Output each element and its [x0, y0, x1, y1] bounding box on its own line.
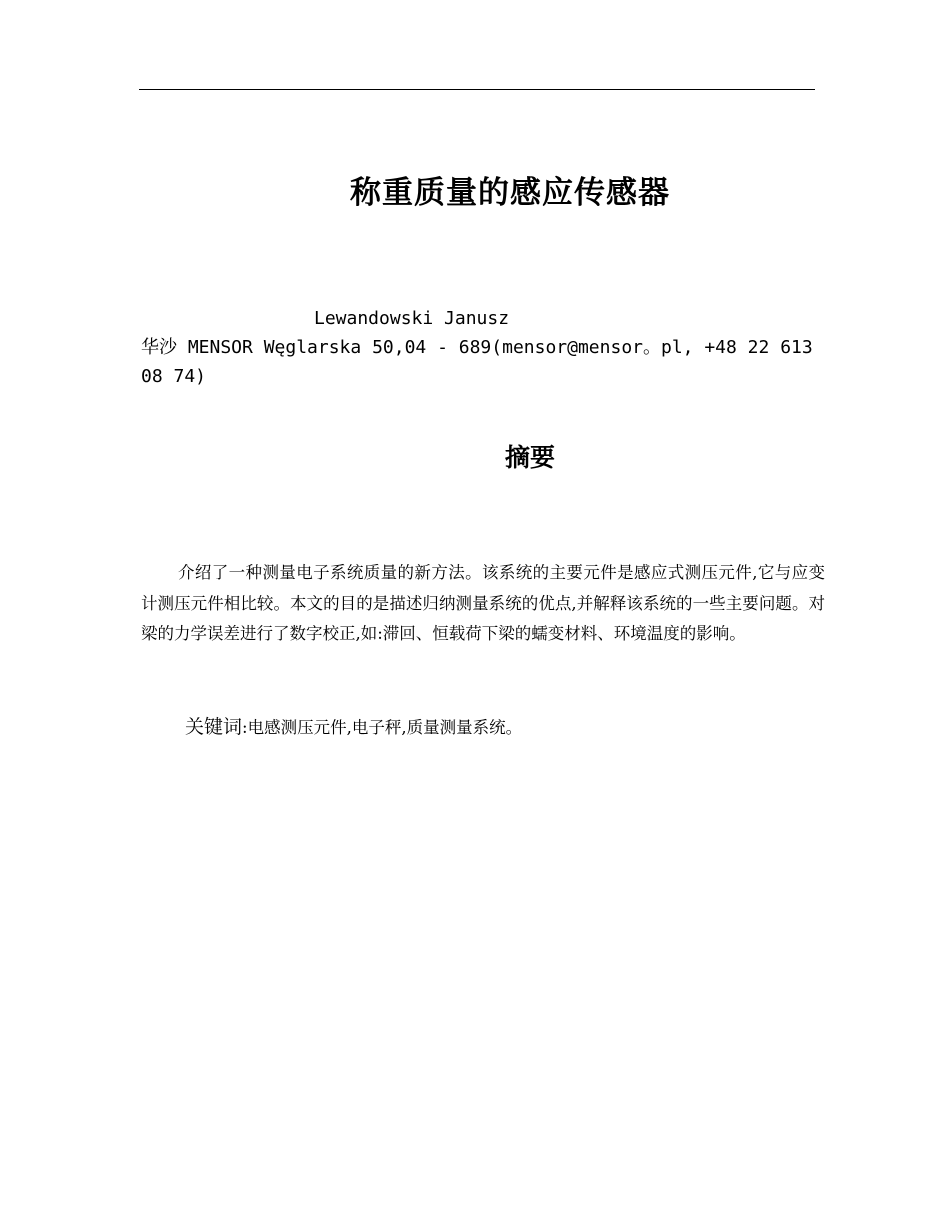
paper-title: 称重质量的感应传感器: [350, 175, 670, 211]
author-name: Lewandowski Janusz: [314, 308, 510, 329]
keywords-text: :电感测压元件,电子秤,质量测量系统。: [242, 718, 523, 737]
abstract-body: 介绍了一种测量电子系统质量的新方法。该系统的主要元件是感应式测压元件,它与应变计测压元件相比较。本文的目的是描述归纳测量系统的优点,并解释该系统的一些主要问题。对梁的力学误差进行了数字校正,如:滞回、恒载荷下梁的蠕变材料、环境温度的影响。: [141, 563, 825, 643]
abstract-heading: 摘要: [505, 443, 556, 472]
header-rule: [139, 89, 815, 90]
keywords-label: 关键词: [185, 716, 243, 738]
author-affiliation: 华沙 MENSOR Węglarska 50,04 - 689(mensor@mensor。pl, +48 22 613 08 74): [141, 337, 813, 387]
keywords-line: [185, 712, 522, 743]
